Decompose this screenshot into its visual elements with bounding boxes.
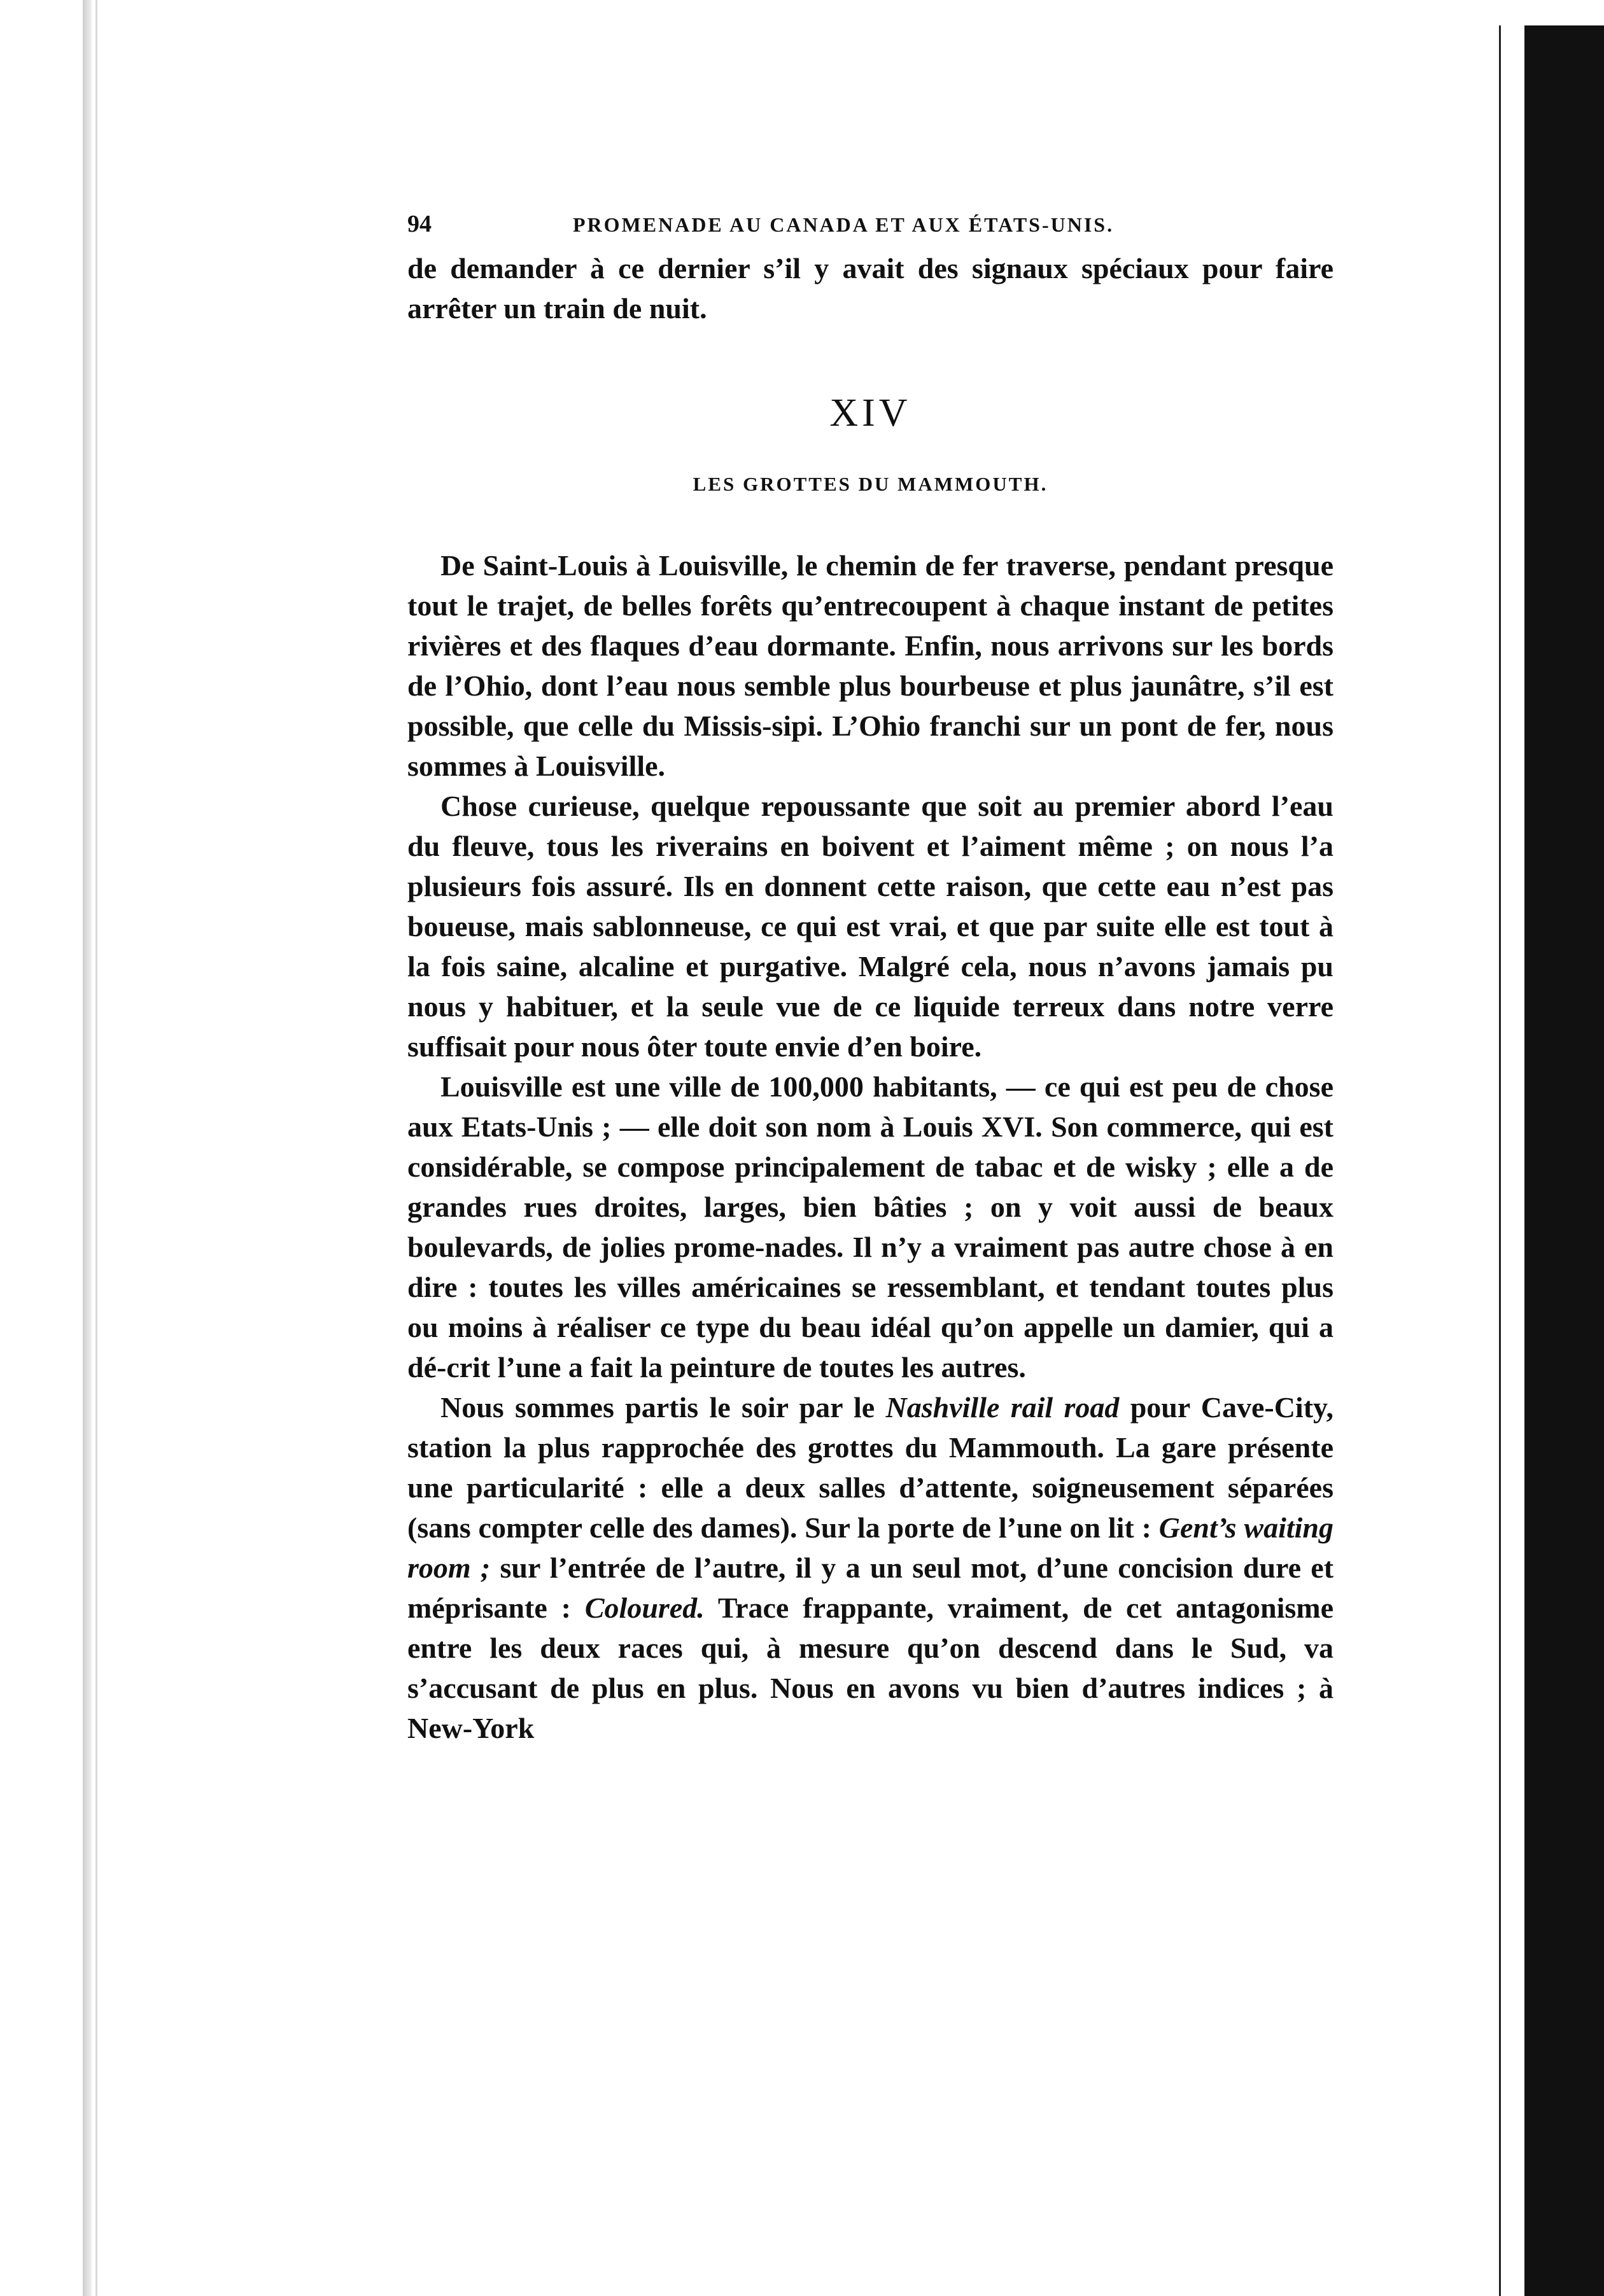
paragraph-4-text-b: pour Cave-City, station la plus rapprochée des grottes du Mammouth. La gare présente une particularité : elle a deux salles d’attente, soigneusement séparées (sans compter celle des dames). Sur la porte de l’une on lit :: [407, 1391, 1333, 1544]
running-title: PROMENADE AU CANADA ET AUX ÉTATS-UNIS.: [573, 213, 1115, 236]
book-page: [407, 210, 1333, 1748]
scan-gutter-line: [95, 0, 97, 2296]
paragraph-2: Chose curieuse, quelque repoussante que soit au premier abord l’eau du fleuve, tous les riverains en boivent et l’aiment même ; on nous l’a plusieurs fois assuré. Ils en donnent cette raison, que cette eau n’est pas boueuse, mais sablonneuse, ce qui est vrai, et que par suite elle est tout à la fois saine, alcaline et purgative. Malgré cela, nous n’avons jamais pu nous y habituer, et la seule vue de ce liquide terreux dans notre verre suffisait pour nous ôter toute envie d’en boire.: [407, 790, 1333, 1063]
paragraph-4: [407, 1387, 1333, 1748]
scan-dark-border: [1524, 25, 1604, 2296]
paragraph-4-text-d: Trace frappante, vraiment, de cet antagonisme entre les deux races qui, à mesure qu’on descend dans le Sud, va s’accusant de plus en plus. Nous en avons vu bien d’autres indices ; à New-York: [407, 1592, 1333, 1744]
chapter-body: [407, 545, 1333, 1748]
paragraph-1: De Saint-Louis à Louisville, le chemin de fer traverse, pendant presque tout le trajet, de belles forêts qu’entrecoupent à chaque instant de petites rivières et des flaques d’eau dormante. Enfin, nous arrivons sur les bords de l’Ohio, dont l’eau nous semble plus bourbeuse et plus jaunâtre, s’il est possible, que celle du Missis-sipi. L’Ohio franchi sur un pont de fer, nous sommes à Louisville.: [407, 549, 1333, 782]
chapter-title: LES GROTTES DU MAMMOUTH.: [693, 473, 1048, 495]
continuation-paragraph: de demander à ce dernier s’il y avait des signaux spéciaux pour faire arrêter un train de nuit.: [407, 252, 1333, 325]
paragraph-4-text-c: sur l’entrée de l’autre, il y a un seul mot, d’une concision dure et méprisante :: [407, 1551, 1334, 1624]
page-number: 94: [407, 211, 432, 237]
paragraph-4-text-a: Nous sommes partis le soir par le: [440, 1391, 886, 1424]
scan-left-edge: [83, 0, 92, 2296]
running-head: [407, 210, 1333, 248]
paragraph-3: Louisville est une ville de 100,000 habitants, — ce qui est peu de chose aux Etats-Unis ; — elle doit son nom à Louis XVI. Son commerce, qui est considérable, se compose principalement de tabac et de wisky ; elle a de grandes rues droites, larges, bien bâties ; on y voit aussi de beaux boulevards, de jolies prome-nades. Il n’y a vraiment pas autre chose à en dire : toutes les villes américaines se ressemblant, et tendant toutes plus ou moins à réaliser ce type du beau idéal qu’on appelle un damier, qui a dé-crit l’une a fait la peinture de toutes les autres.: [407, 1070, 1333, 1383]
continuation-text: [407, 248, 1333, 328]
chapter-number: XIV: [829, 391, 911, 435]
paragraph-4-italic-coloured: Coloured.: [584, 1592, 705, 1624]
paragraph-4-italic-railroad: Nashville rail road: [885, 1391, 1120, 1424]
scan-facing-page-edge: [1499, 25, 1526, 2296]
paragraph-4-italic-waiting-room: Gent’s waiting room ;: [407, 1511, 1334, 1584]
